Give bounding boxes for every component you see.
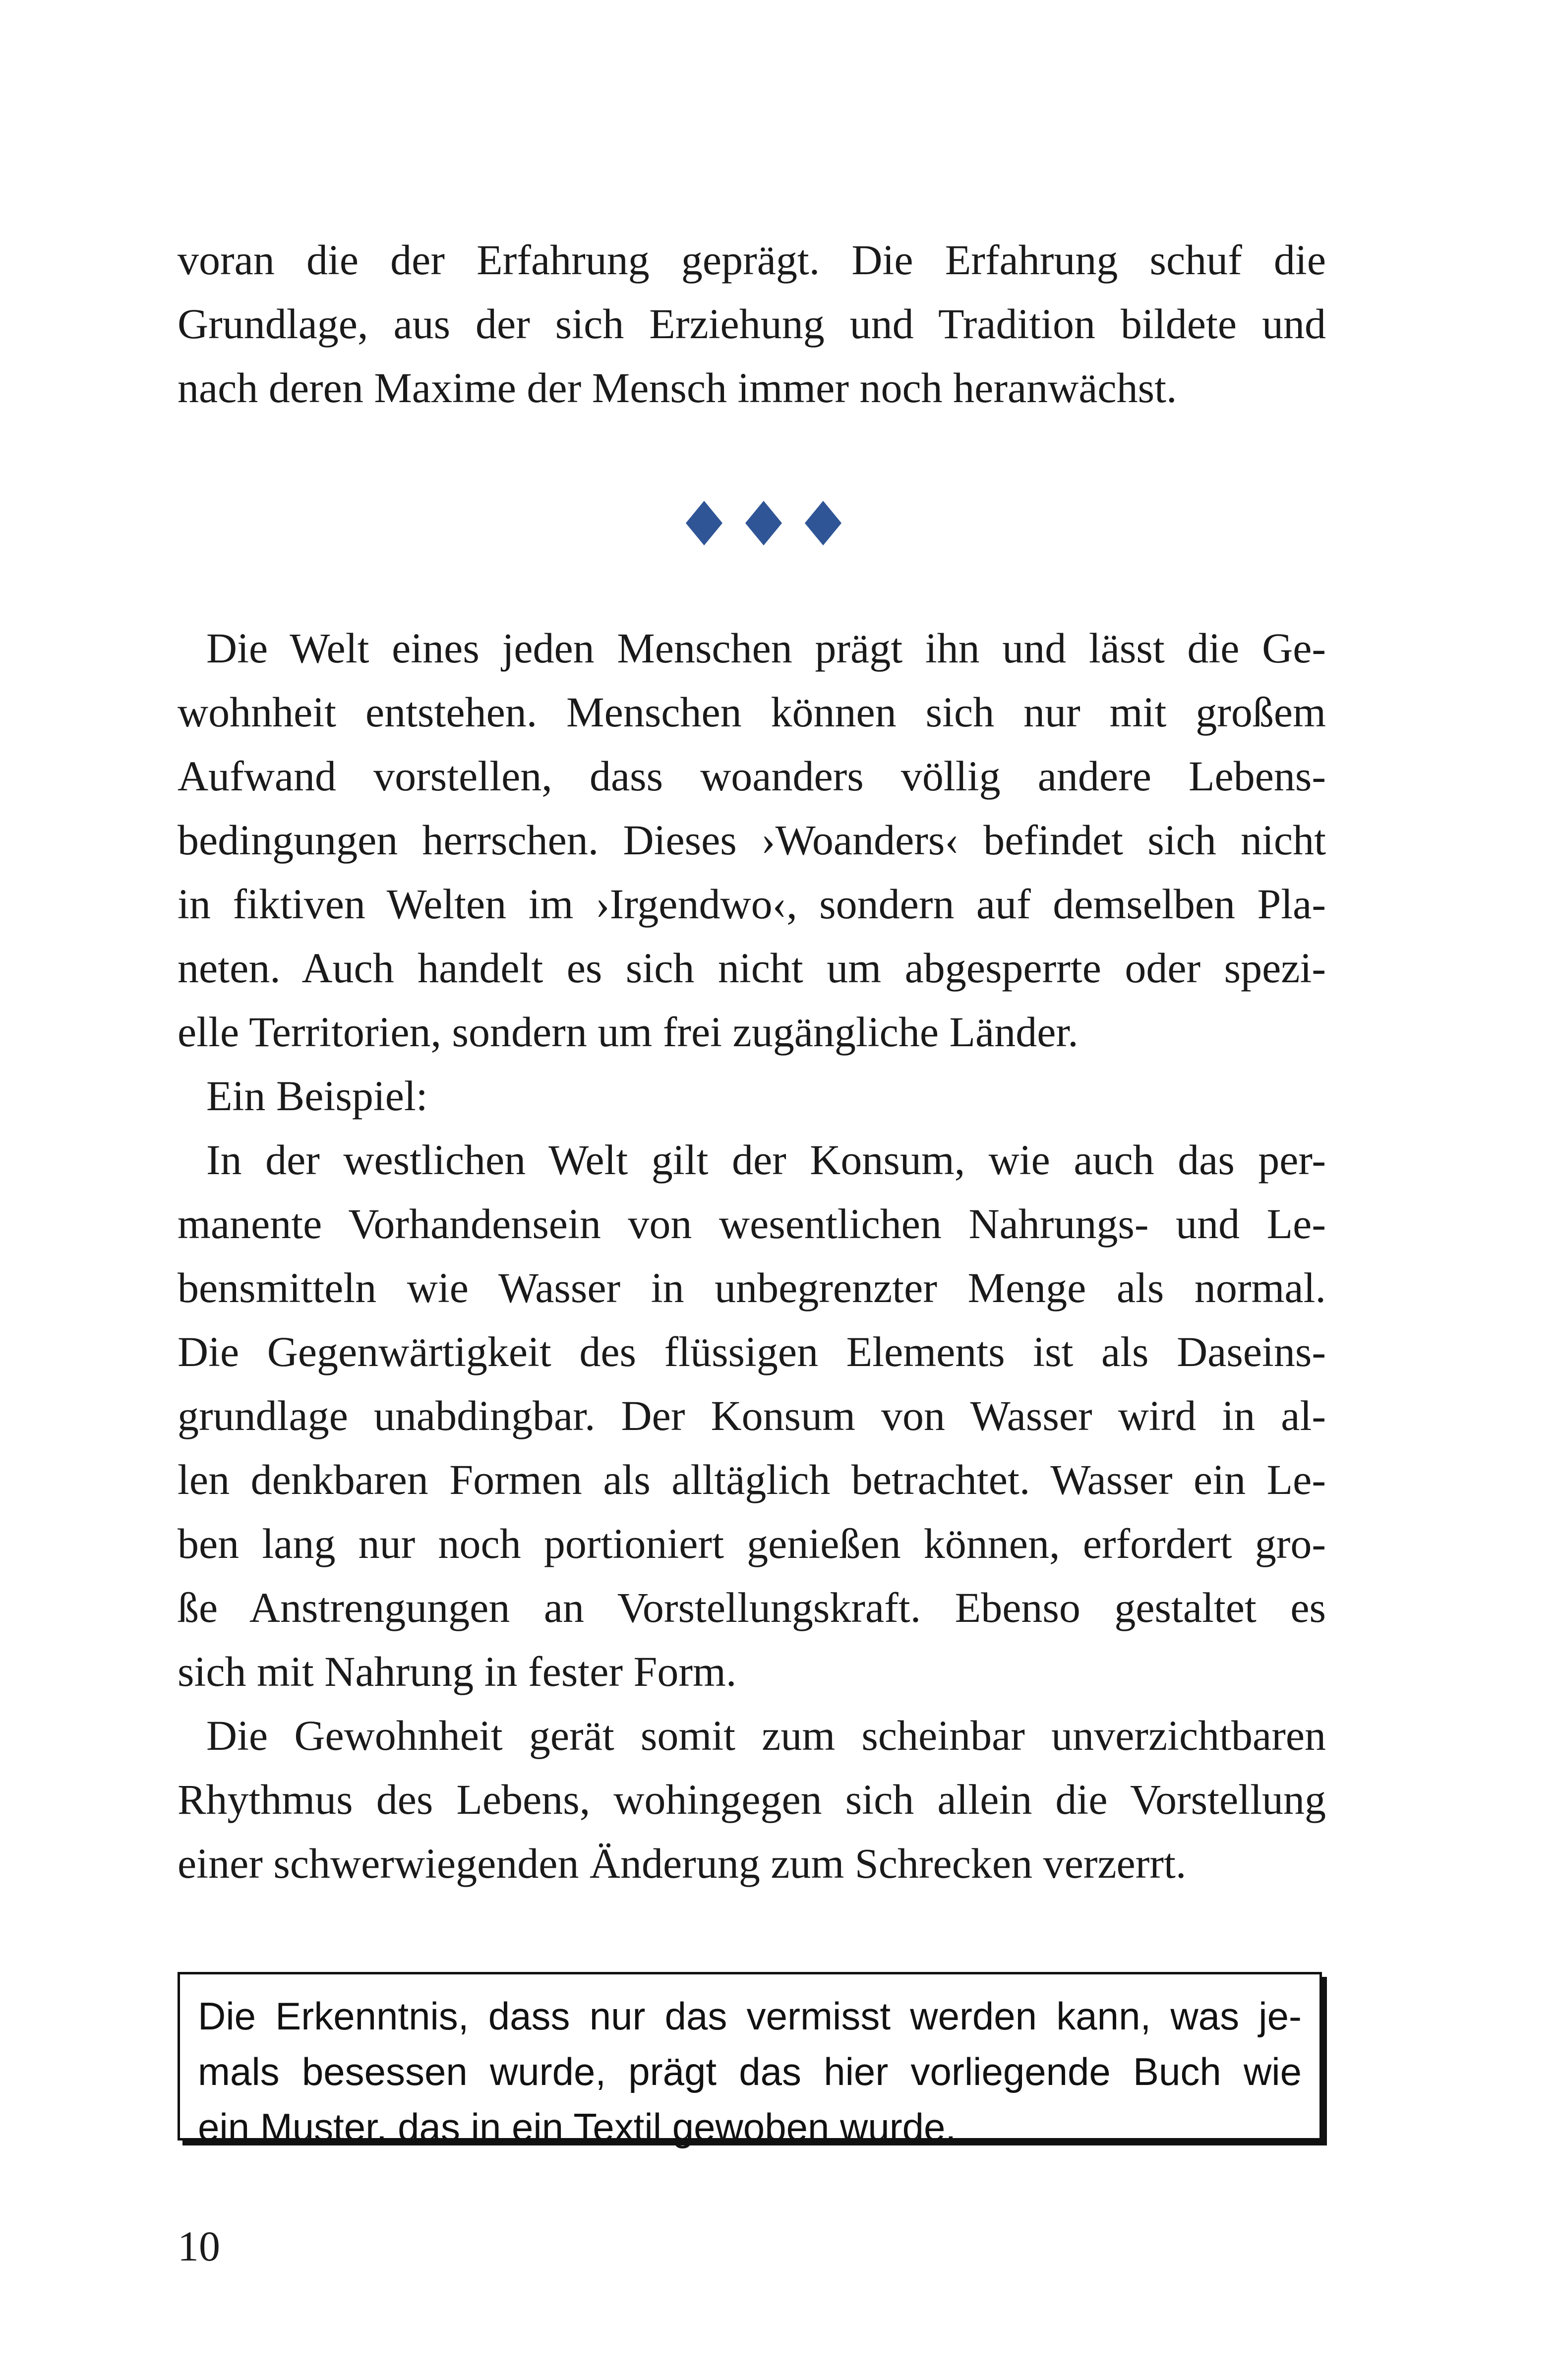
- text-line: Die Gegenwärtigkeit des flüssigen Elements ist als Daseins-: [178, 1328, 1326, 1375]
- text-line: Aufwand vorstellen, dass woanders völlig andere Lebens-: [178, 752, 1326, 800]
- text-line: voran die der Erfahrung geprägt. Die Erfahrung schuf die: [178, 236, 1326, 284]
- intro-paragraph: [178, 228, 1326, 420]
- three-diamonds-icon: [684, 498, 843, 548]
- text-line: Ein Beispiel:: [206, 1072, 428, 1120]
- text-line: einer schwerwiegenden Änderung zum Schrecken verzerrt.: [178, 1840, 1187, 1887]
- text-line: Rhythmus des Lebens, wohingegen sich allein die Vorstellung: [178, 1776, 1326, 1823]
- callout-line: ein Muster, das in ein Textil gewoben wurde.: [198, 2105, 957, 2149]
- text-line: Grundlage, aus der sich Erziehung und Tradition bildete und: [178, 300, 1326, 348]
- text-line: Die Welt eines jeden Menschen prägt ihn und lässt die Ge-: [206, 624, 1326, 672]
- text-line: in fiktiven Welten im ›Irgendwo‹, sondern auf demselben Pla-: [178, 880, 1326, 928]
- diamond-icon: [745, 501, 782, 545]
- text-line: nach deren Maxime der Mensch immer noch heranwächst.: [178, 364, 1177, 412]
- text-line: len denkbaren Formen als alltäglich betrachtet. Wasser ein Le-: [178, 1456, 1326, 1503]
- text-line: ße Anstrengungen an Vorstellungskraft. Ebenso gestaltet es: [178, 1584, 1326, 1631]
- callout-box: [178, 1972, 1322, 2149]
- text-line: sich mit Nahrung in fester Form.: [178, 1648, 737, 1695]
- main-text: [178, 616, 1326, 1896]
- text-line: bensmitteln wie Wasser in unbegrenzter Menge als normal.: [178, 1264, 1326, 1311]
- section-divider: [684, 498, 843, 548]
- text-line: elle Territorien, sondern um frei zugängliche Länder.: [178, 1008, 1079, 1056]
- page-number: 10: [178, 2222, 220, 2270]
- diamond-icon: [686, 501, 722, 545]
- text-line: bedingungen herrschen. Dieses ›Woanders‹ befindet sich nicht: [178, 816, 1326, 864]
- text-line: wohnheit entstehen. Menschen können sich nur mit großem: [178, 688, 1326, 736]
- text-line: In der westlichen Welt gilt der Konsum, wie auch das per-: [206, 1136, 1326, 1184]
- text-line: Die Gewohnheit gerät somit zum scheinbar unverzichtbaren: [206, 1712, 1326, 1759]
- text-line: ben lang nur noch portioniert genießen können, erfordert gro-: [178, 1520, 1326, 1567]
- callout-line: mals besessen wurde, prägt das hier vorliegende Buch wie: [198, 2050, 1302, 2093]
- text-line: grundlage unabdingbar. Der Konsum von Wasser wird in al-: [178, 1392, 1326, 1439]
- callout-line: Die Erkenntnis, dass nur das vermisst werden kann, was je-: [198, 1994, 1302, 2038]
- text-line: manente Vorhandensein von wesentlichen Nahrungs- und Le-: [178, 1200, 1326, 1248]
- diamond-icon: [805, 501, 841, 545]
- text-line: neten. Auch handelt es sich nicht um abgesperrte oder spezi-: [178, 944, 1326, 992]
